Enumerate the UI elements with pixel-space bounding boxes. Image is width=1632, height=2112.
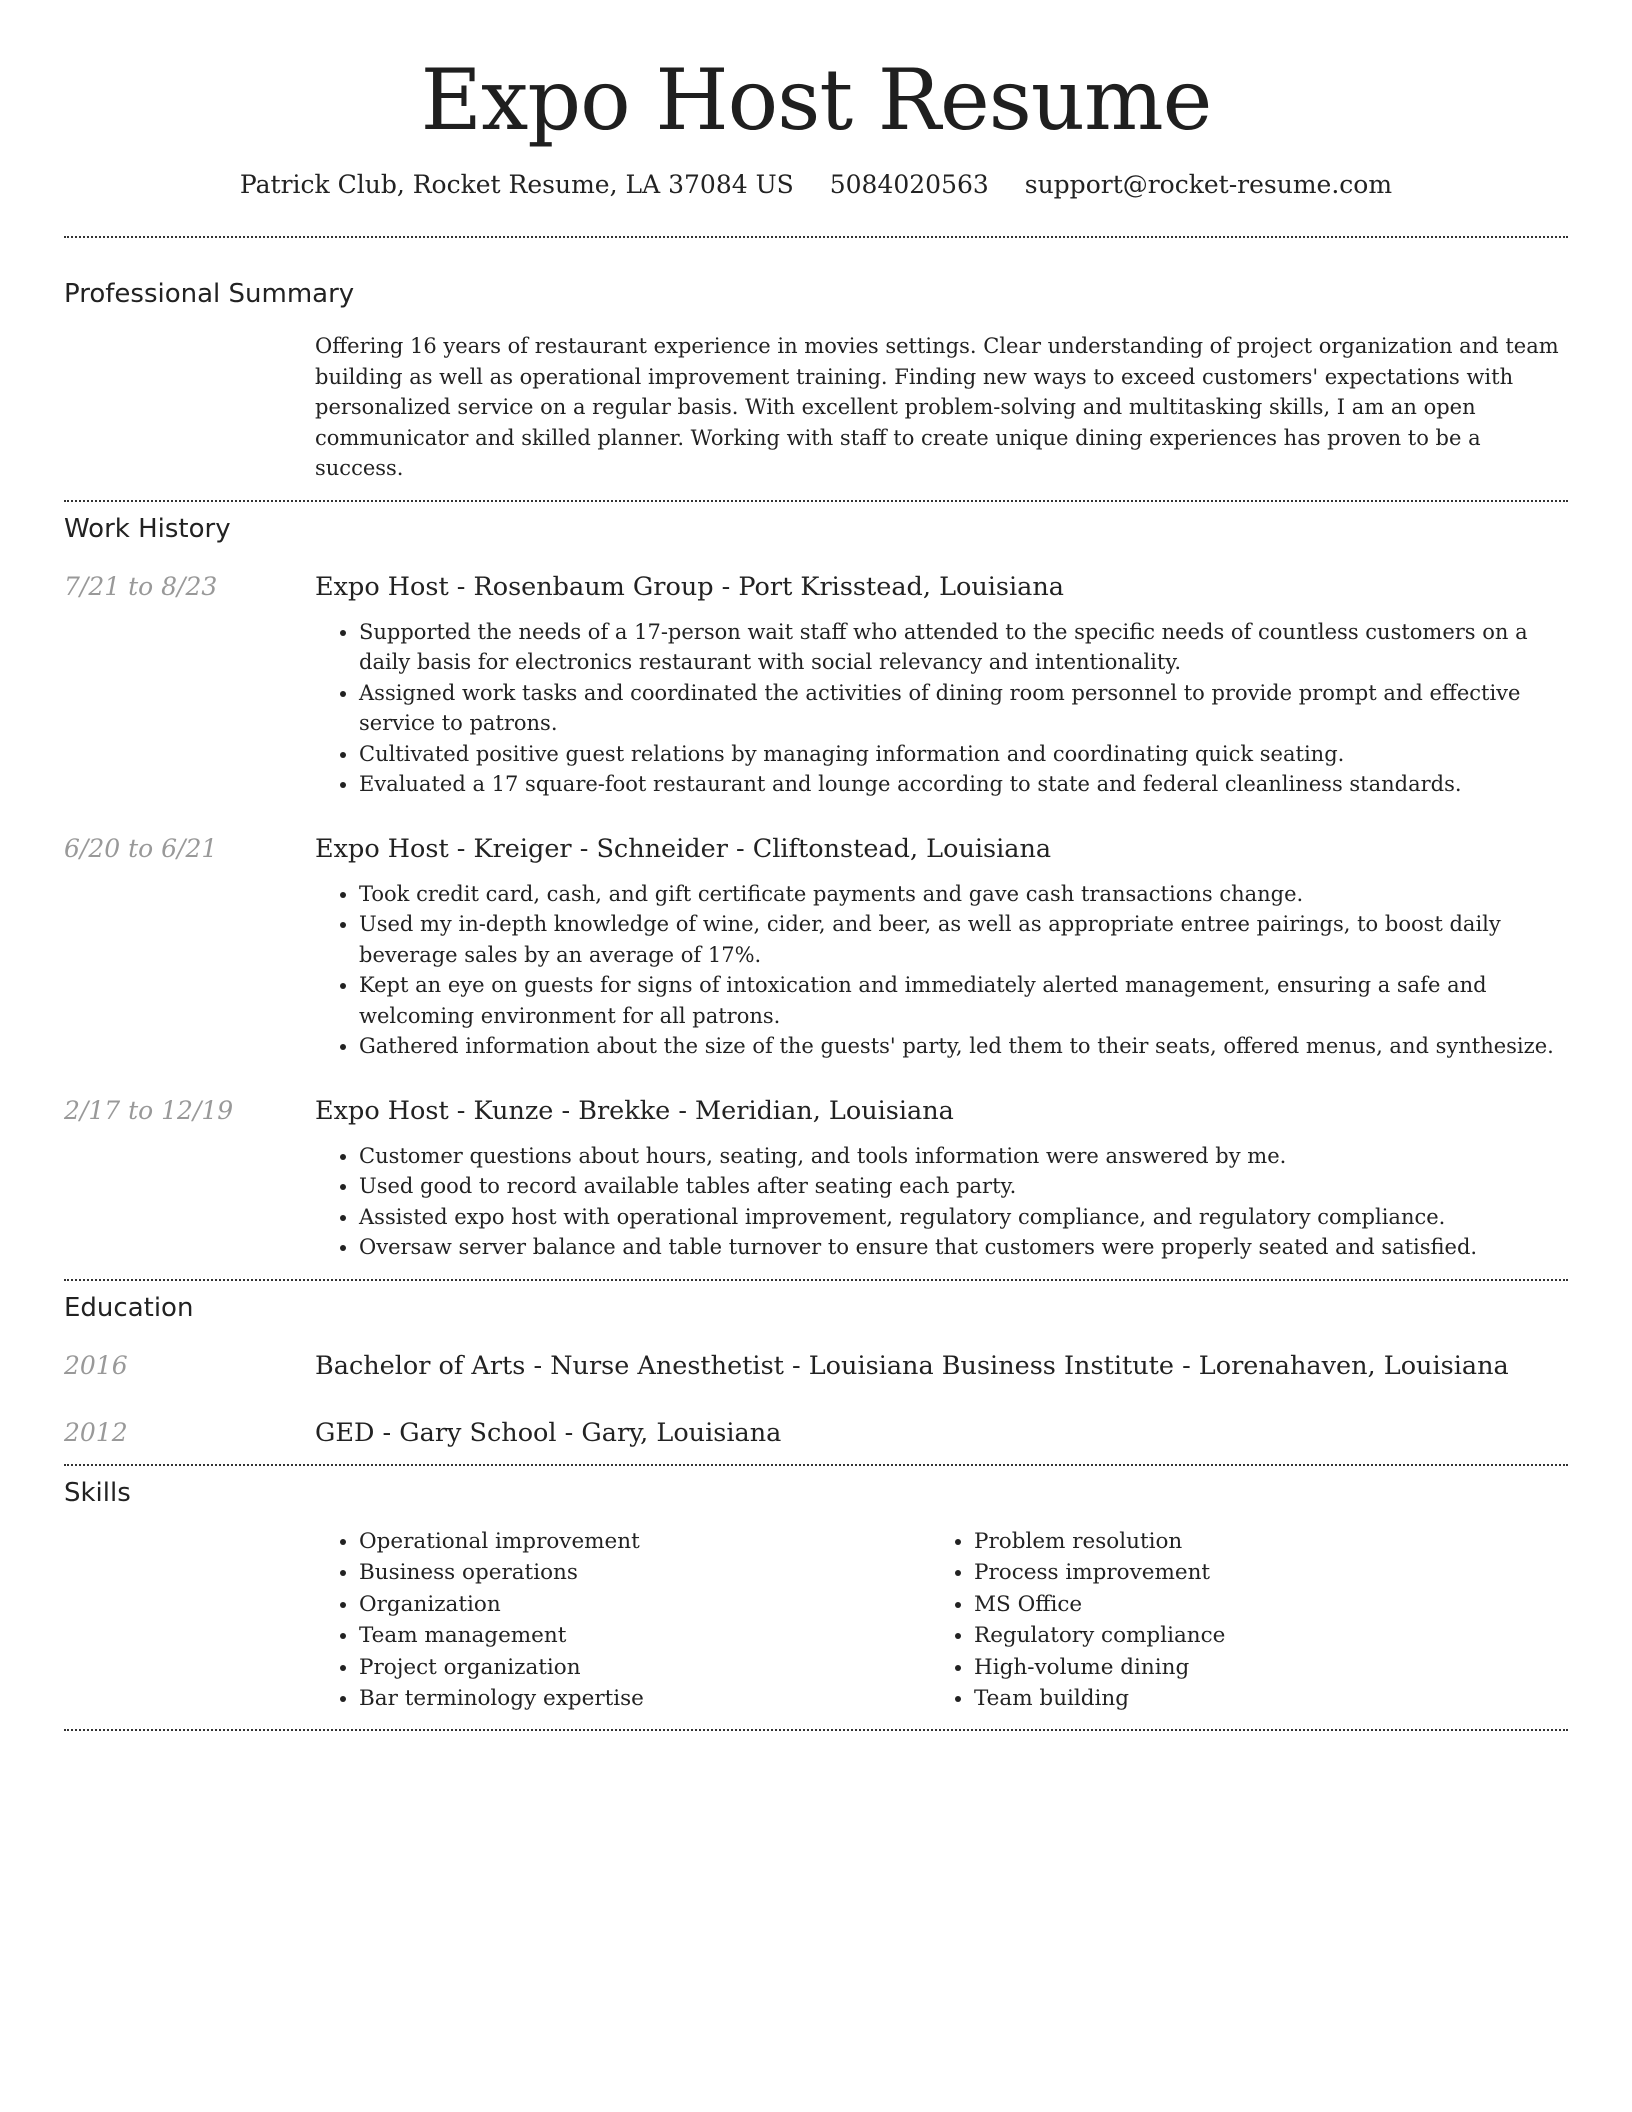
contact-address: Patrick Club, Rocket Resume, LA 37084 US — [239, 170, 794, 199]
contact-phone: 5084020563 — [829, 170, 989, 199]
education-section — [64, 1291, 1568, 1450]
job-date: 2/17 to 12/19 — [64, 1095, 234, 1125]
work-history-heading: Work History — [64, 513, 231, 544]
skill-item: • Organization — [359, 1589, 930, 1621]
job-bullet: • Oversaw server balance and table turnover to ensure that customers were properly seated and satisfied. — [359, 1232, 1568, 1263]
job-bullet: • Customer questions about hours, seating, and tools information were answered by me. — [359, 1141, 1568, 1172]
job-date: 7/21 to 8/23 — [64, 571, 218, 601]
skills-list-right — [930, 1526, 1545, 1715]
job-bullets — [315, 879, 1568, 1062]
job-bullet: • Supported the needs of a 17-person wait staff who attended to the specific needs of countless customers on a daily basis for electronics restaurant with social relevancy and intentionality. — [359, 617, 1568, 678]
contact-email: support@rocket-resume.com — [1024, 170, 1393, 199]
education-entry — [64, 1349, 1568, 1383]
job-body — [315, 1094, 1568, 1263]
job-body — [315, 570, 1568, 800]
job-body — [315, 832, 1568, 1062]
skill-item: • Project organization — [359, 1652, 930, 1684]
divider — [64, 1279, 1568, 1281]
skill-item: • Business operations — [359, 1557, 930, 1589]
job-title: Expo Host - Kunze - Brekke - Meridian, Louisiana — [315, 1095, 954, 1126]
resume-title: Expo Host Resume — [420, 51, 1212, 149]
summary-section — [64, 277, 1568, 484]
job-bullets — [315, 1141, 1568, 1263]
job-entry — [64, 570, 1568, 800]
skill-item: • Process improvement — [974, 1557, 1545, 1589]
job-entry — [64, 832, 1568, 1062]
skill-item: • Team management — [359, 1620, 930, 1652]
skill-item: • MS Office — [974, 1589, 1545, 1621]
education-entry — [64, 1416, 1568, 1450]
education-date: 2016 — [64, 1350, 128, 1380]
job-bullet: • Took credit card, cash, and gift certificate payments and gave cash transactions change. — [359, 879, 1568, 910]
job-title: Expo Host - Rosenbaum Group - Port Krisstead, Louisiana — [315, 571, 1065, 602]
skill-item: • Bar terminology expertise — [359, 1683, 930, 1715]
skills-heading: Skills — [64, 1477, 131, 1508]
job-bullet: • Used good to record available tables after seating each party. — [359, 1171, 1568, 1202]
education-heading: Education — [64, 1292, 194, 1323]
divider — [64, 500, 1568, 502]
skills-section — [64, 1476, 1568, 1715]
job-bullet: • Used my in-depth knowledge of wine, cider, and beer, as well as appropriate entree pairings, to boost daily beverage sales by an average of 17%. — [359, 909, 1568, 970]
summary-heading: Professional Summary — [64, 279, 355, 309]
job-bullet: • Assisted expo host with operational improvement, regulatory compliance, and regulatory compliance. — [359, 1202, 1568, 1233]
skills-list-left — [315, 1526, 930, 1715]
job-bullets — [315, 617, 1568, 800]
job-bullet: • Assigned work tasks and coordinated the activities of dining room personnel to provide prompt and effective service to patrons. — [359, 678, 1568, 739]
education-date: 2012 — [64, 1417, 128, 1447]
contact-line — [64, 168, 1568, 202]
job-bullet: • Cultivated positive guest relations by managing information and coordinating quick seating. — [359, 739, 1568, 770]
job-bullet: • Gathered information about the size of the guests' party, led them to their seats, offered menus, and synthesize. — [359, 1031, 1568, 1062]
skill-item: • Problem resolution — [974, 1526, 1545, 1558]
divider — [64, 1464, 1568, 1466]
skill-item: • Operational improvement — [359, 1526, 930, 1558]
job-title: Expo Host - Kreiger - Schneider - Cliftonstead, Louisiana — [315, 833, 1052, 864]
job-date: 6/20 to 6/21 — [64, 833, 218, 863]
summary-text: Offering 16 years of restaurant experience in movies settings. Clear understanding of project organization and team building as well as operational improvement training. Finding new ways to exceed customers' expectations with personalized service on a regular basis. With excellent problem-solving and multitasking skills, I am an open communicator and skilled planner. Working with staff to create unique dining experiences has proven to be a success. — [315, 334, 1559, 480]
divider — [64, 1729, 1568, 1731]
skill-item: • High-volume dining — [974, 1652, 1545, 1684]
job-entry — [64, 1094, 1568, 1263]
skill-item: • Team building — [974, 1683, 1545, 1715]
divider — [64, 236, 1568, 238]
resume-page — [64, 0, 1568, 1731]
work-history-section — [64, 512, 1568, 1263]
job-bullet: • Evaluated a 17 square-foot restaurant and lounge according to state and federal cleanliness standards. — [359, 769, 1568, 800]
job-bullet: • Kept an eye on guests for signs of intoxication and immediately alerted management, ensuring a safe and welcoming environment for all patrons. — [359, 970, 1568, 1031]
skill-item: • Regulatory compliance — [974, 1620, 1545, 1652]
skills-columns — [315, 1526, 1568, 1715]
education-degree: GED - Gary School - Gary, Louisiana — [315, 1417, 782, 1448]
education-degree: Bachelor of Arts - Nurse Anesthetist - Louisiana Business Institute - Lorenahaven, Louisiana — [315, 1350, 1509, 1381]
